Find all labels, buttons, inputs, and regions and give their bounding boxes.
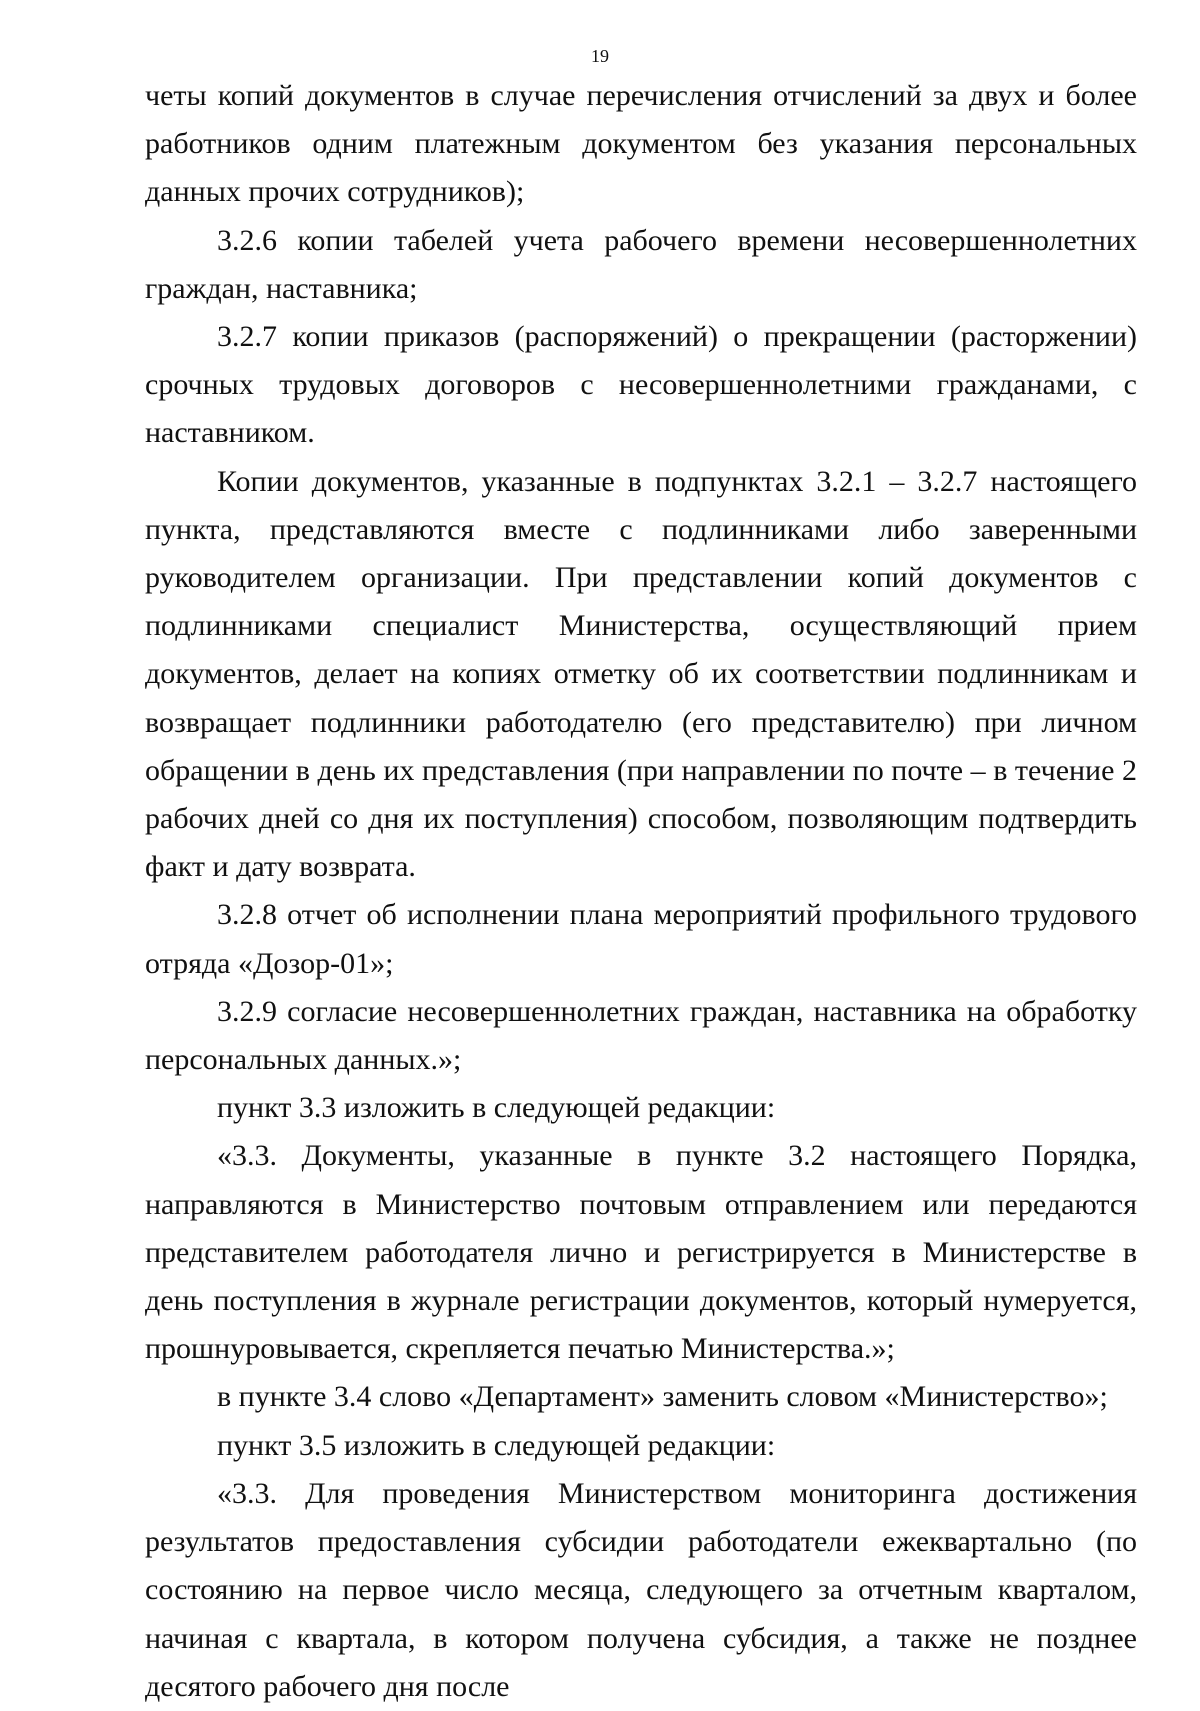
paragraph-3-2-8: 3.2.8 отчет об исполнении плана мероприятий профильного трудового отряда «Дозор-01»;	[145, 898, 1137, 980]
paragraph-monitoring: «3.3. Для проведения Министерством мониторинга достижения результатов предоставления субсидии работодатели ежеквартально (по состоянию на первое число месяца, следующего за отчетным кварталом, начиная с квартала, в котором получена субсидия, а также не позднее десятого рабочего дня после	[145, 1476, 1137, 1703]
paragraph-point-3-4: в пункте 3.4 слово «Департамент» заменить словом «Министерство»;	[217, 1380, 1108, 1414]
paragraph-continuation: четы копий документов в случае перечисления отчислений за двух и более работников одним платежным документом без указания персональных данных прочих сотрудников);	[145, 79, 1137, 209]
page-number: 19	[591, 46, 609, 66]
paragraph-point-3-5-intro: пункт 3.5 изложить в следующей редакции:	[217, 1428, 776, 1462]
paragraph-point-3-3: «3.3. Документы, указанные в пункте 3.2 настоящего Порядка, направляются в Министерство почтовым отправлением или передаются представителем работодателя лично и регистрируется в Министерстве в день поступления в журнале регистрации документов, который нумеруется, прошнуровывается, скрепляется печатью Министерства.»;	[145, 1139, 1137, 1366]
paragraph-copies-documents: Копии документов, указанные в подпунктах 3.2.1 – 3.2.7 настоящего пункта, представляются вместе с подлинниками либо заверенными руководителем организации. При представлении копий документов с подлинниками специалист Министерства, осуществляющий прием документов, делает на копиях отметку об их соответствии подлинникам и возвращает подлинники работодателю (его представителю) при личном обращении в день их представления (при направлении по почте – в течение 2 рабочих дней со дня их поступления) способом, позволяющим подтвердить факт и дату возврата.	[145, 464, 1137, 884]
paragraph-3-2-6: 3.2.6 копии табелей учета рабочего времени несовершеннолетних граждан, наставника;	[145, 223, 1137, 305]
paragraph-3-2-7: 3.2.7 копии приказов (распоряжений) о прекращении (расторжении) срочных трудовых договоров с несовершеннолетними гражданами, с наставником.	[145, 320, 1137, 450]
paragraph-3-2-9: 3.2.9 согласие несовершеннолетних граждан, наставника на обработку персональных данных.»;	[145, 994, 1137, 1077]
paragraph-point-3-3-intro: пункт 3.3 изложить в следующей редакции:	[217, 1091, 776, 1125]
document-body	[145, 72, 1137, 1711]
